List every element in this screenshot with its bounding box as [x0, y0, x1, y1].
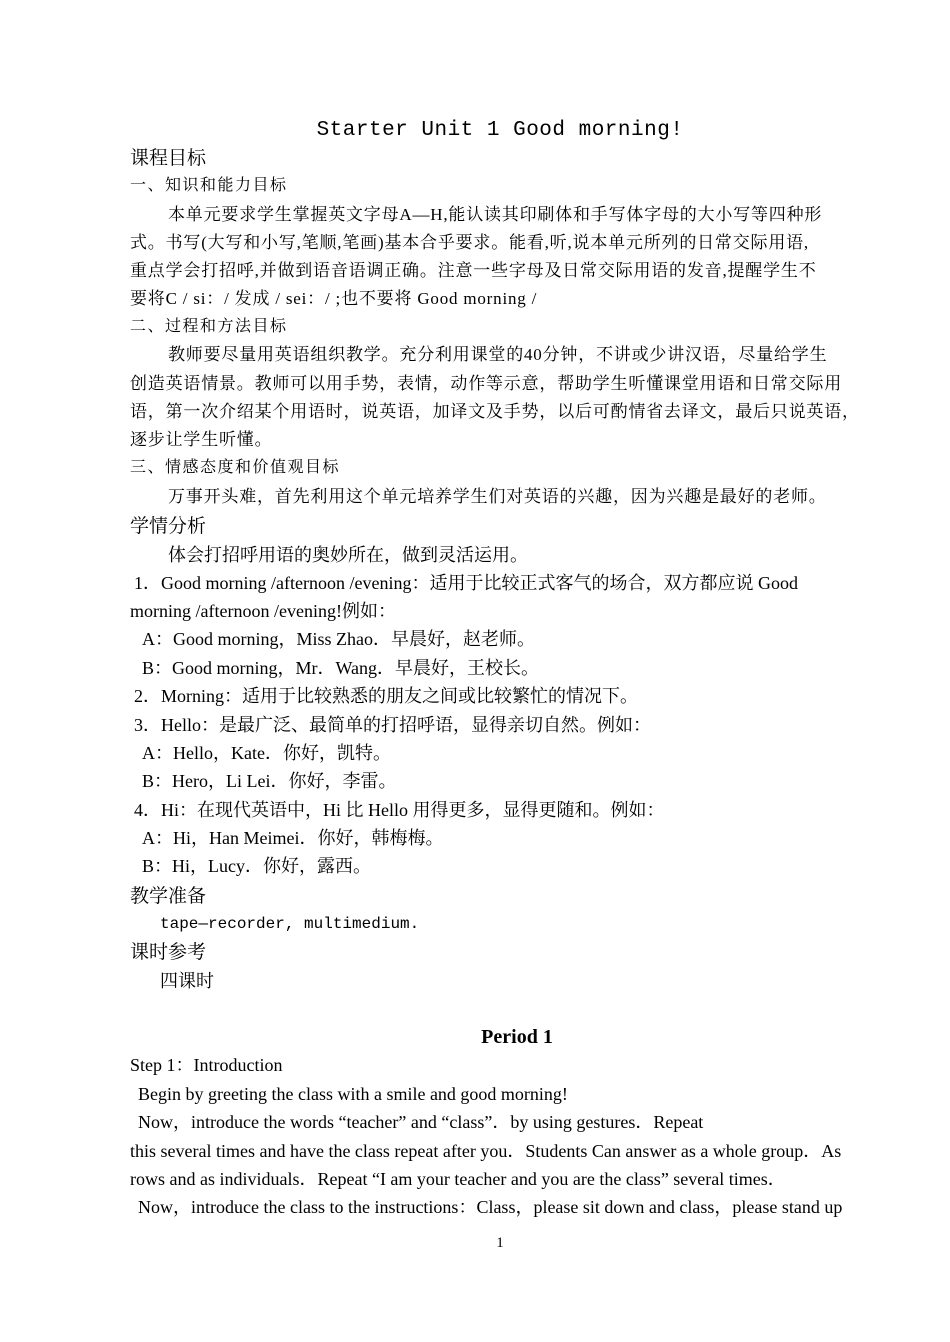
subheading-attitude-goals: 三、情感态度和价值观目标: [130, 459, 341, 476]
section-heading-preparation: 教学准备: [130, 885, 207, 907]
list-item: B：Hero，Li Lei．你好，李雷。: [142, 771, 397, 791]
paragraph-line: 体会打招呼用语的奥妙所在，做到灵活运用。: [168, 545, 528, 565]
list-item: A：Hi，Han Meimei．你好，韩梅梅。: [142, 828, 444, 848]
document-title: Starter Unit 1 Good morning!: [316, 119, 684, 142]
paragraph-line: this several times and have the class repeat after you．Students Can answer as a whole group．As: [130, 1141, 842, 1161]
paragraph-line: Begin by greeting the class with a smile and good morning!: [138, 1084, 568, 1104]
paragraph-line: 重点学会打招呼,并做到语音语调正确。注意一些字母及日常交际用语的发音,提醒学生不: [130, 261, 817, 280]
paragraph-line: Now，introduce the class to the instructions：Class，please sit down and class，please stand up: [138, 1197, 843, 1217]
list-item: 1．Good morning /afternoon /evening：适用于比较正式客气的场合，双方都应说 Good: [134, 573, 798, 593]
section-heading-class-hours: 课时参考: [130, 941, 207, 963]
paragraph-line: 要将C / si：/ 发成 / sei：/ ;也不要将 Good morning /: [130, 289, 538, 308]
list-item: A：Hello，Kate．你好，凯特。: [142, 743, 391, 763]
paragraph-line: rows and as individuals．Repeat “I am your teacher and you are the class” several times．: [130, 1169, 786, 1189]
paragraph-line: 语，第一次介绍某个用语时，说英语，加译文及手势，以后可酌情省去译文，最后只说英语，: [130, 402, 860, 421]
list-item: morning /afternoon /evening!例如：: [130, 601, 396, 621]
page-number: 1: [496, 1235, 504, 1251]
list-item: B：Hi，Lucy．你好，露西。: [142, 856, 371, 876]
paragraph-line: 创造英语情景。教师可以用手势，表情，动作等示意，帮助学生听懂课堂用语和日常交际用: [130, 374, 842, 393]
list-item: 3．Hello：是最广泛、最简单的打招呼语，显得亲切自然。例如：: [134, 715, 651, 735]
paragraph-line: 万事开头难，首先利用这个单元培养学生们对英语的兴趣，因为兴趣是最好的老师。: [168, 487, 827, 506]
section-heading-goals: 课程目标: [130, 147, 207, 169]
period-heading: Period 1: [481, 1026, 553, 1048]
subheading-process-goals: 二、过程和方法目标: [130, 318, 288, 335]
list-item: 2．Morning：适用于比较熟悉的朋友之间或比较繁忙的情况下。: [134, 686, 638, 706]
paragraph-line: 教师要尽量用英语组织教学。充分利用课堂的40分钟，不讲或少讲汉语，尽量给学生: [168, 345, 828, 364]
list-item: 4．Hi：在现代英语中，Hi 比 Hello 用得更多，显得更随和。例如：: [134, 800, 665, 820]
list-item: A：Good morning，Miss Zhao．早晨好，赵老师。: [142, 629, 535, 649]
paragraph-line: Step 1：Introduction: [130, 1055, 283, 1075]
paragraph-line: 本单元要求学生掌握英文字母A—H,能认读其印刷体和手写体字母的大小写等四种形: [168, 205, 823, 224]
subheading-knowledge-goals: 一、知识和能力目标: [130, 177, 288, 194]
paragraph-line: 四课时: [160, 971, 214, 991]
list-item: B：Good morning，Mr．Wang．早晨好，王校长。: [142, 658, 540, 678]
section-heading-analysis: 学情分析: [130, 515, 207, 537]
paragraph-line: 式。书写(大写和小写,笔顺,笔画)基本合乎要求。能看,听,说本单元所列的日常交际用语,: [130, 233, 809, 252]
paragraph-line: Now，introduce the words “teacher” and “class”．by using gestures．Repeat: [138, 1112, 704, 1132]
paragraph-line: tape—recorder, multimedium.: [160, 915, 420, 933]
paragraph-line: 逐步让学生听懂。: [130, 430, 273, 449]
